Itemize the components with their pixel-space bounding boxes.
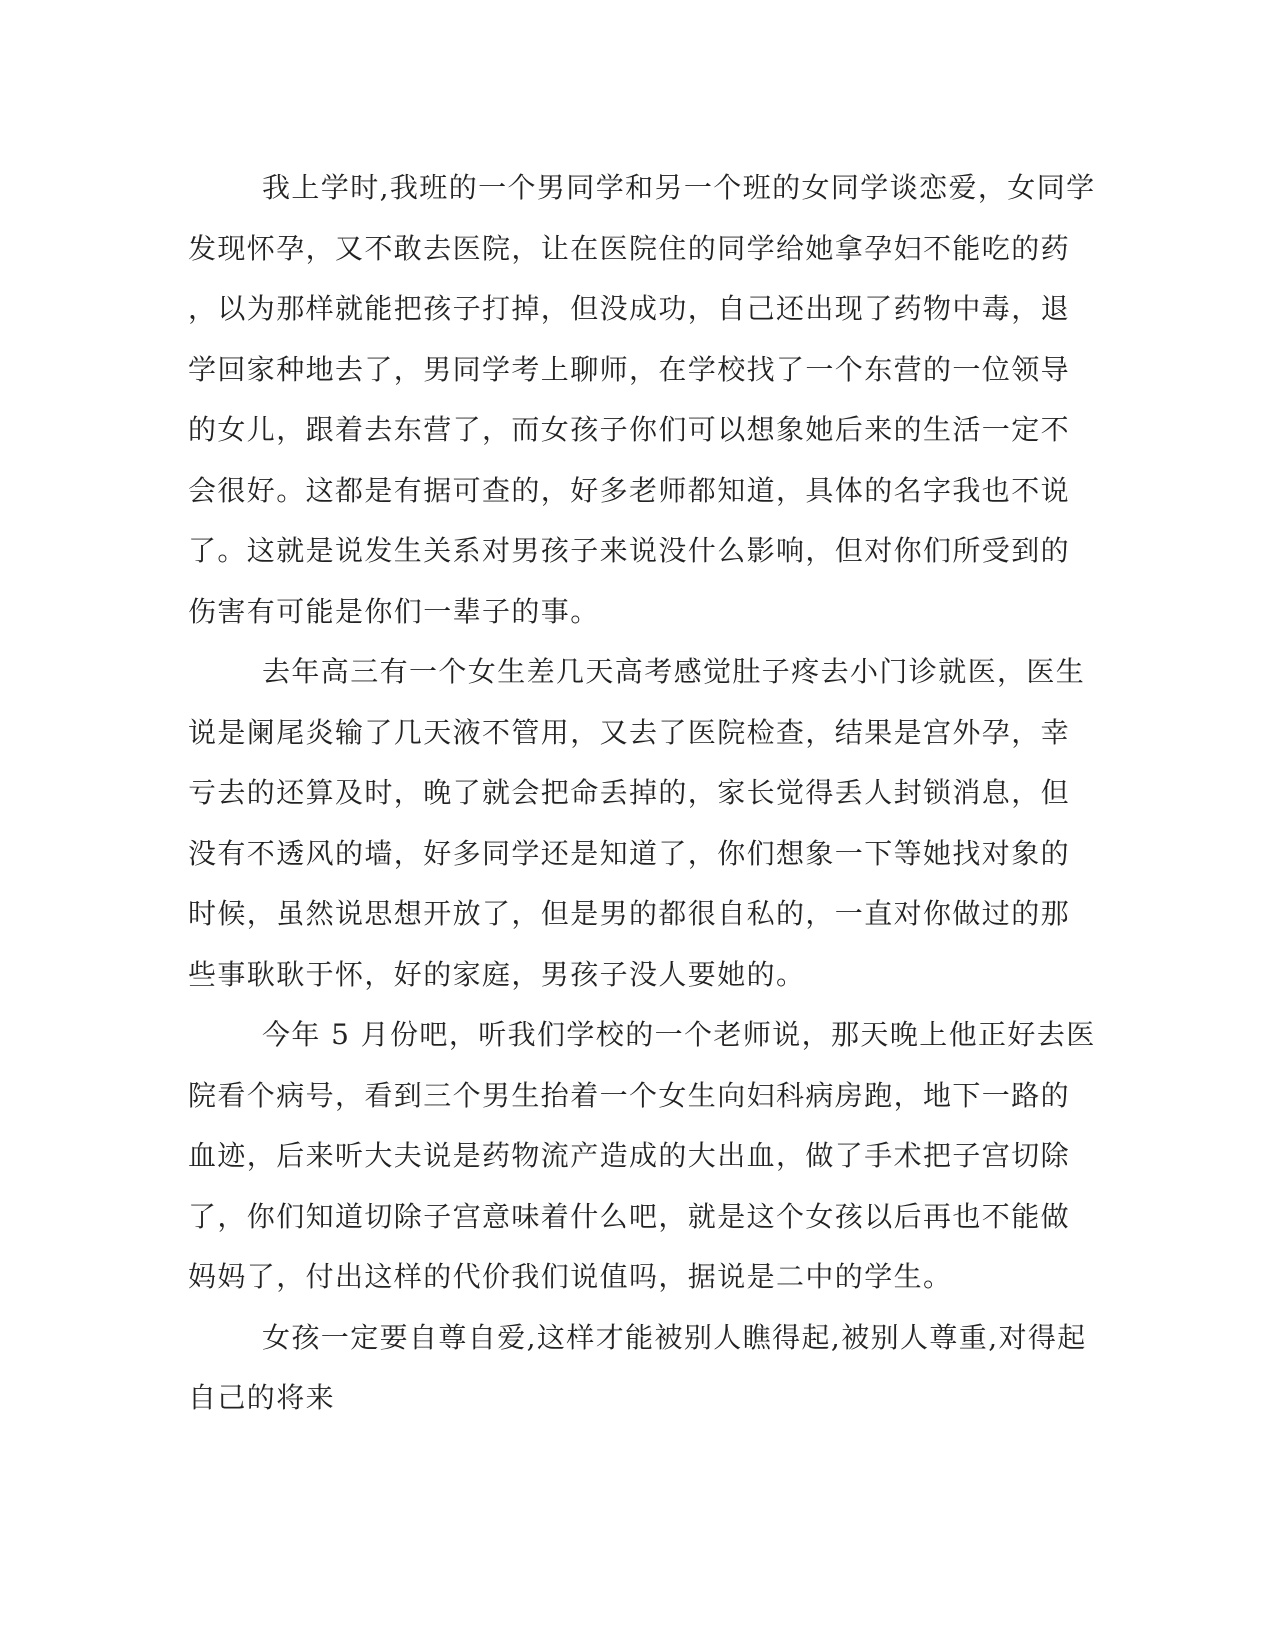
paragraph-line: 妈妈了，付出这样的代价我们说值吗，据说是二中的学生。	[188, 1260, 953, 1293]
paragraph-line: 了，你们知道切除子宫意味着什么吧，就是这个女孩以后再也不能做	[188, 1199, 1071, 1233]
paragraph-line: 会很好。这都是有据可查的，好多老师都知道，具体的名字我也不说	[188, 473, 1071, 507]
paragraph-line: 女孩一定要自尊自爱,这样才能被别人瞧得起,被别人尊重,对得起	[262, 1320, 1087, 1354]
paragraph-3	[188, 1005, 1096, 1308]
paragraph-line: 时候，虽然说思想开放了，但是男的都很自私的，一直对你做过的那	[188, 897, 1071, 930]
paragraph-line: 伤害有可能是你们一辈子的事。	[188, 594, 600, 628]
paragraph-line: 亏去的还算及时，晚了就会把命丢掉的，家长觉得丢人封锁消息，但	[188, 776, 1071, 809]
paragraph-line: 的女儿，跟着去东营了，而女孩子你们可以想象她后来的生活一定不	[188, 413, 1071, 446]
paragraph-2	[188, 642, 1086, 1005]
paragraph-line: 些事耿耿于怀，好的家庭，男孩子没人要她的。	[188, 957, 806, 991]
paragraph-line: ，以为那样就能把孩子打掉，但没成功，自己还出现了药物中毒，退	[188, 292, 1071, 325]
paragraph-line: 学回家种地去了，男同学考上聊师，在学校找了一个东营的一位领导	[188, 352, 1071, 386]
paragraph-line: 了。这就是说发生关系对男孩子来说没什么影响，但对你们所受到的	[188, 534, 1071, 567]
document-body	[188, 158, 1096, 1429]
paragraph-1	[188, 158, 1096, 642]
paragraph-4	[188, 1308, 1087, 1429]
paragraph-line: 血迹，后来听大夫说是药物流产造成的大出血，做了手术把子宫切除	[188, 1139, 1071, 1172]
paragraph-line: 今年 5 月份吧，听我们学校的一个老师说，那天晚上他正好去医	[262, 1018, 1096, 1051]
paragraph-line: 没有不透风的墙，好多同学还是知道了，你们想象一下等她找对象的	[188, 836, 1071, 870]
paragraph-line: 院看个病号，看到三个男生抬着一个女生向妇科病房跑，地下一路的	[188, 1078, 1071, 1112]
paragraph-line: 我上学时,我班的一个男同学和另一个班的女同学谈恋爱，女同学	[262, 171, 1096, 204]
paragraph-line: 自己的将来	[188, 1381, 336, 1414]
paragraph-line: 去年高三有一个女生差几天高考感觉肚子疼去小门诊就医，医生	[262, 655, 1086, 688]
paragraph-line: 说是阑尾炎输了几天液不管用，又去了医院检查，结果是宫外孕，幸	[188, 715, 1071, 749]
paragraph-line: 发现怀孕，又不敢去医院，让在医院住的同学给她拿孕妇不能吃的药	[188, 231, 1071, 265]
